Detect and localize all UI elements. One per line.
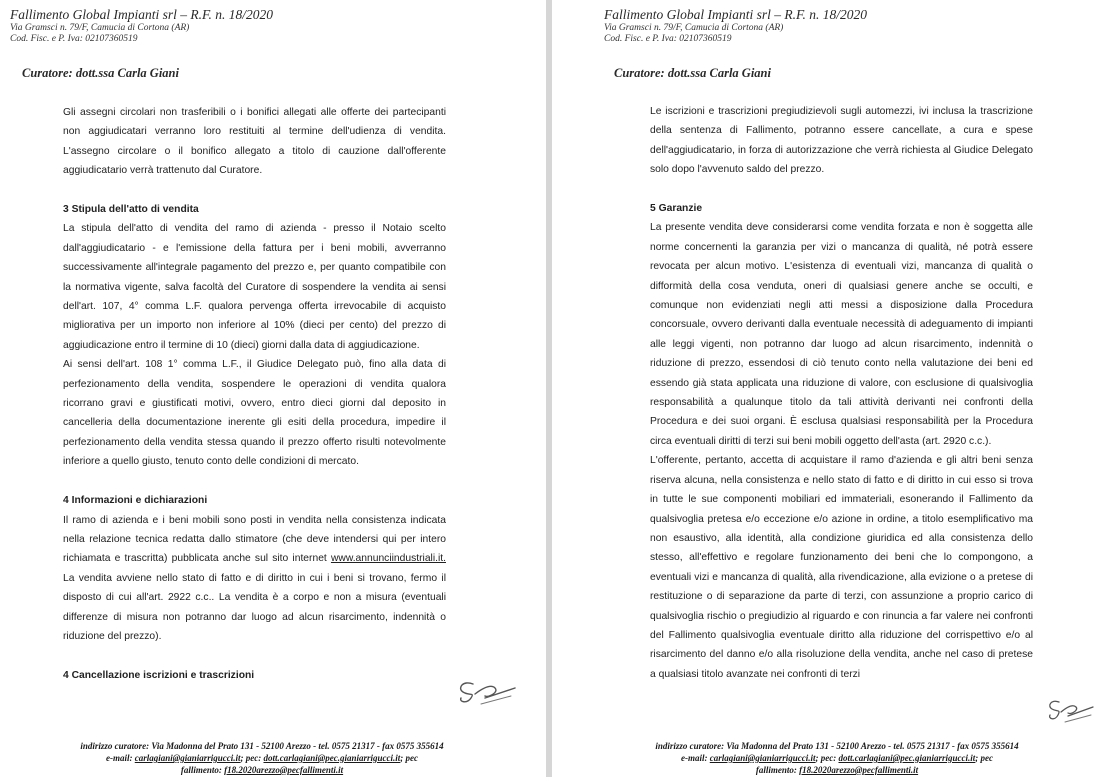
letterhead-tax-id: Cod. Fisc. e P. Iva: 02107360519	[10, 34, 138, 44]
curator-email-link[interactable]: carlagiani@gianiarrigucci.it	[709, 753, 816, 763]
bankruptcy-pec-link[interactable]: f18.2020arezzo@pecfallimenti.it	[799, 765, 919, 775]
letterhead-tax-id: Cod. Fisc. e P. Iva: 02107360519	[604, 34, 732, 44]
letterhead-title: Fallimento Global Impianti srl – R.F. n. 18/2020	[10, 7, 273, 22]
letterhead	[10, 7, 273, 45]
letterhead-address: Via Gramsci n. 79/F, Camucia di Cortona (AR)	[604, 23, 784, 33]
paragraph-info-end: La vendita avviene nello stato di fatto e di diritto in cui i beni si trovano, fermo il disposto di cui all'art. 2922 c.c.. La vendita è a corpo e non a misura (eventuali differenze di misura non potranno dar luogo ad alcun risarcimento, indennità o riduzione del prezzo).	[63, 572, 446, 642]
paragraph-info-start: Il ramo di azienda e i beni mobili sono posti in vendita nella consistenza indicata nella relazione tecnica redatta dallo stimatore (che deve intendersi qui per intero richiamata e trascritta) pubblicata anche sul sito internet	[63, 514, 446, 565]
section-heading-guarantees: 5 Garanzie	[650, 203, 703, 215]
page-body	[650, 102, 1033, 684]
curator-pec-link[interactable]: dott.carlagiani@pec.gianiarrigucci.it	[263, 753, 401, 763]
letterhead-address: Via Gramsci n. 79/F, Camucia di Cortona (AR)	[10, 23, 190, 33]
curator-pec-link[interactable]: dott.carlagiani@pec.gianiarrigucci.it	[838, 753, 976, 763]
footer-address: indirizzo curatore: Via Madonna del Prato 131 - 52100 Arezzo - tel. 0575 21317 - fax 0575 355614	[655, 741, 1019, 751]
footer-email-line: e-mail: carlagiani@gianiarrigucci.it; pec: dott.carlagiani@pec.gianiarrigucci.it; pec	[681, 753, 993, 763]
footer-bankruptcy-line: fallimento: f18.2020arezzo@pecfallimenti.it	[180, 765, 344, 775]
paragraph-vehicle-registrations: Le iscrizioni e trascrizioni pregiudizievoli sugli automezzi, ivi inclusa la trascrizione della sentenza di Fallimento, potranno essere cancellate, a cura e spese dell'aggiudicatario, in forza di autorizzazione che verrà richiesta al Giudice Delegato solo dopo l'avvenuto saldo del prezzo.	[650, 106, 1033, 176]
letterhead	[604, 7, 867, 45]
page-right	[552, 0, 1101, 777]
curator-name: Curatore: dott.ssa Carla Giani	[614, 66, 771, 80]
footer-bankruptcy-line: fallimento: f18.2020arezzo@pecfallimenti.it	[755, 765, 919, 775]
bankruptcy-pec-link[interactable]: f18.2020arezzo@pecfallimenti.it	[224, 765, 344, 775]
paragraph-bidder: L'offerente, pertanto, accetta di acquistare il ramo d'azienda e gli altri beni senza riserva alcuna, nella consistenza e nello stato di fatto e di diritto in cui esso si trova in tutte le sue componenti mobiliari ed immateriali, esonerando il Fallimento da qualsivoglia pretesa e/o eccezione e/o azione in ordine, a titolo esemplificativo ma non esaustivo, alla identità, alla condizione giuridica ed alla consistenza dello stesso, all'effettivo e regolare funzionamento dei beni che lo compongono, a eventuali vizi e mancanza di qualità, alla rivendicazione, alla evizione o a pretese di restituzione o di separazione da parte di terzi, con assunzione a proprio carico di qualsivoglia rischio o pregiudizio al riguardo e con rinuncia a far valere nei confronti del Fallimento qualsivoglia eventuale diritto alla riduzione del corrispettivo e/o al risarcimento del danno e/o alla risoluzione della vendita, anche nel caso di pretese a qualsiasi titolo avanzate nei confronti di terzi	[650, 455, 1033, 680]
website-link[interactable]: www.annunciindustriali.it.	[330, 553, 446, 565]
paragraph-guarantees: La presente vendita deve considerarsi come vendita forzata e non è soggetta alle norme concernenti la garanzia per vizi o mancanza di qualità, né potrà essere revocata per alcun motivo. L'esistenza di eventuali vizi, mancanza di qualità o difformità della cosa venduta, oneri di qualsiasi genere anche se occulti, e comunque non evidenziati negli atti messi a disposizione dalla Procedura concorsuale, ovvero derivanti dalla eventuale necessità di adeguamento di impianti alle leggi vigenti, non potranno dar luogo ad alcun risarcimento, indennità o riduzione di prezzo, essendosi di ciò tenuto conto nella valutazione dei beni ed essendo già stata applicata una riduzione di valore, con esclusione di qualsivoglia responsabilità a qualunque titolo da tali attività derivanti nei confronti della Procedura e dei suoi organi. È esclusa qualsiasi responsabilità per la Procedura circa eventuali diritti di terzi sui beni mobili oggetto dell'asta (art. 2920 c.c.).	[650, 222, 1033, 447]
paragraph-refund: Gli assegni circolari non trasferibili o i bonifici allegati alle offerte dei partecipanti non aggiudicatari verranno loro restituiti al termine dell'udienza di vendita. L'assegno circolare o il bonifico allegato a titolo di cauzione dall'offerente aggiudicatario verrà trattenuto dal Curatore.	[63, 107, 446, 177]
footer-email-line: e-mail: carlagiani@gianiarrigucci.it; pec: dott.carlagiani@pec.gianiarrigucci.it; pec	[106, 753, 418, 763]
section-heading-cancellation: 4 Cancellazione iscrizioni e trascrizioni	[63, 669, 255, 681]
curator-name: Curatore: dott.ssa Carla Giani	[22, 66, 179, 80]
signature-initials	[1045, 694, 1097, 728]
page-body	[63, 103, 446, 685]
signature-initials	[455, 674, 521, 710]
section-heading-stipula: 3 Stipula dell'atto di vendita	[63, 204, 199, 216]
footer-address: indirizzo curatore: Via Madonna del Prato 131 - 52100 Arezzo - tel. 0575 21317 - fax 0575 355614	[80, 741, 444, 751]
section-heading-info: 4 Informazioni e dichiarazioni	[63, 495, 208, 507]
letterhead-title: Fallimento Global Impianti srl – R.F. n. 18/2020	[604, 7, 867, 22]
curator-email-link[interactable]: carlagiani@gianiarrigucci.it	[134, 753, 241, 763]
paragraph-stipula: La stipula dell'atto di vendita del ramo di azienda - presso il Notaio scelto dall'aggiudicatario - e l'emissione della fattura per i beni mobili, avverranno successivamente all'integrale pagamento del prezzo e, per quanto compatibile con la normativa vigente, salva facoltà del Curatore di sospendere la vendita ai sensi dell'art. 107, 4° comma L.F. qualora pervenga offerta irrevocabile di acquisto migliorativa per un importo non inferiore al 10% (dieci per cento) del prezzo di aggiudicazione entro il termine di 10 (dieci) giorni dalla data di aggiudicazione.	[63, 223, 446, 351]
footer-contact	[22, 740, 502, 776]
footer-contact	[602, 740, 1072, 776]
paragraph-info	[63, 511, 446, 647]
paragraph-art-108: Ai sensi dell'art. 108 1° comma L.F., il Giudice Delegato può, fino alla data di perfezionamento della vendita, sospendere le operazioni di vendita qualora ricorrano gravi e giustificati motivi, ovvero, entro dieci giorni dal deposito in cancelleria della documentazione inerente gli esiti della procedura, impedire il perfezionamento della vendita stessa quando il prezzo offerto risulti notevolmente inferiore a quello giusto, tenuto conto delle condizioni di mercato.	[63, 359, 446, 468]
page-left	[0, 0, 546, 777]
